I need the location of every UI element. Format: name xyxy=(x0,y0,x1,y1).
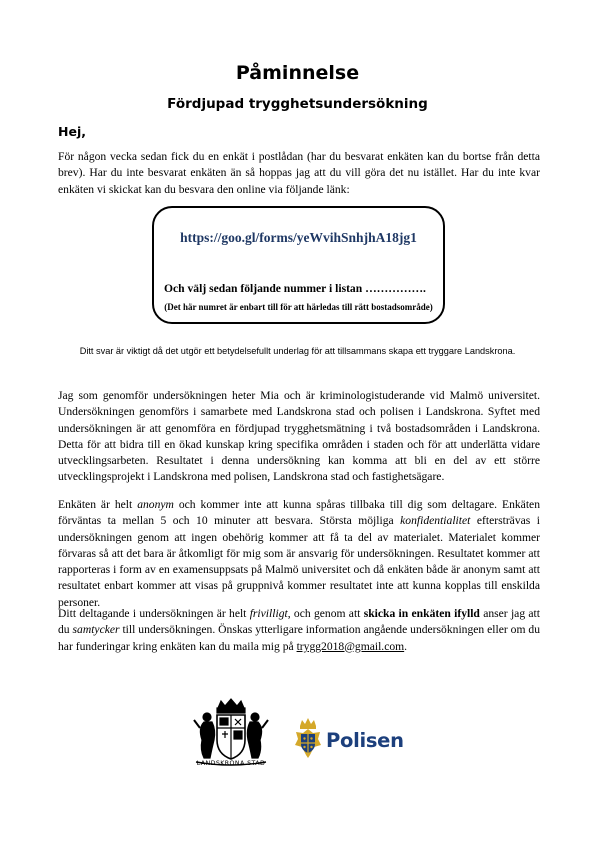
survey-link-box xyxy=(152,206,445,324)
greeting: Hej, xyxy=(58,124,86,139)
page-subtitle: Fördjupad trygghetsundersökning xyxy=(167,96,428,112)
voluntary-emphasis: frivilligt xyxy=(249,607,288,620)
intro-paragraph: För någon vecka sedan fick du en enkät i postlådan (har du besvarat enkäten kan du bortse från detta brev). Har du inte besvarat enkäten än så hoppas jag att du vill göra det nu istället. Har du inte kvar enkäten vi skickat kan du besvara den online via följande länk: xyxy=(58,150,540,196)
confidentiality-emphasis: konfidentialitet xyxy=(400,514,471,528)
contact-email-link[interactable]: trygg2018@gmail.com xyxy=(296,639,405,653)
landskrona-logo-label: LANDSKRONA STAD xyxy=(196,760,266,767)
polisen-emblem-icon xyxy=(293,717,323,759)
submit-emphasis: skicka in enkäten ifylld xyxy=(363,607,480,620)
select-number-text: Och välj sedan följande nummer i listan ……………. xyxy=(164,282,426,295)
participation-paragraph: Ditt deltagande i undersökningen är helt frivilligt, och genom att skicka in enkäten ifylld anser jag att du samtycker till undersökningen. Önskas ytterligare information angående undersökningen eller om du har funderingar kring enkäten kan du maila mig på trygg2018@gmail.com. xyxy=(58,607,540,653)
about-paragraph: Jag som genomför undersökningen heter Mia och är kriminologistuderande vid Malmö universitet. Undersökningen genomförs i samarbete med Landskrona stad och polisen i Landskrona. Syftet med undersökningen är att genomföra en fördjupad trygghetsmätning i två bostadsområden i Landskrona. Detta för att bidra till en ökad kunskap kring specifika områden i staden och för att underlätta vidare utvecklingsarbeten. Resultatet i denna undersökning kan komma att bli en del av ett större utvecklingsprojekt i Landskrona med polisen, Landskrona stad och fastighetsägare. xyxy=(58,389,540,484)
anonymity-paragraph: Enkäten är helt anonym och kommer inte att kunna spåras tillbaka till dig som deltagare. Enkäten förväntas ta mellan 5 och 10 minuter att besvara. Största möjliga konfidentialitet eftersträvas i undersökningen genom att ingen obehörig kommer att få ta del av materialet. Materialet kommer förvaras så att det bara är åtkomligt för mig som är ansvarig för undersökningen. Resultatet kommer att rapporteras i form av en examensuppsats på Malmö universitet och då enkäten både är anonym samt att resultatet enbart kommer att visas på gruppnivå kommer resultatet inte att kunna kopplas till enskilda personer. xyxy=(58,498,540,609)
number-note: (Det här numret är enbart till för att härledas till rätt bostadsområde) xyxy=(164,302,433,312)
page-title: Påminnelse xyxy=(235,62,360,84)
reply-importance-note: Ditt svar är viktigt då det utgör ett betydelsefullt underlag för att tillsammans skapa ett tryggare Landskrona. xyxy=(79,346,516,356)
consent-emphasis: samtycker xyxy=(72,623,120,637)
anonym-emphasis: anonym xyxy=(137,498,174,511)
survey-link[interactable]: https://goo.gl/forms/yeWvihSnhjhA18jg1 xyxy=(180,230,417,245)
polisen-logo-text: Polisen xyxy=(326,729,404,752)
